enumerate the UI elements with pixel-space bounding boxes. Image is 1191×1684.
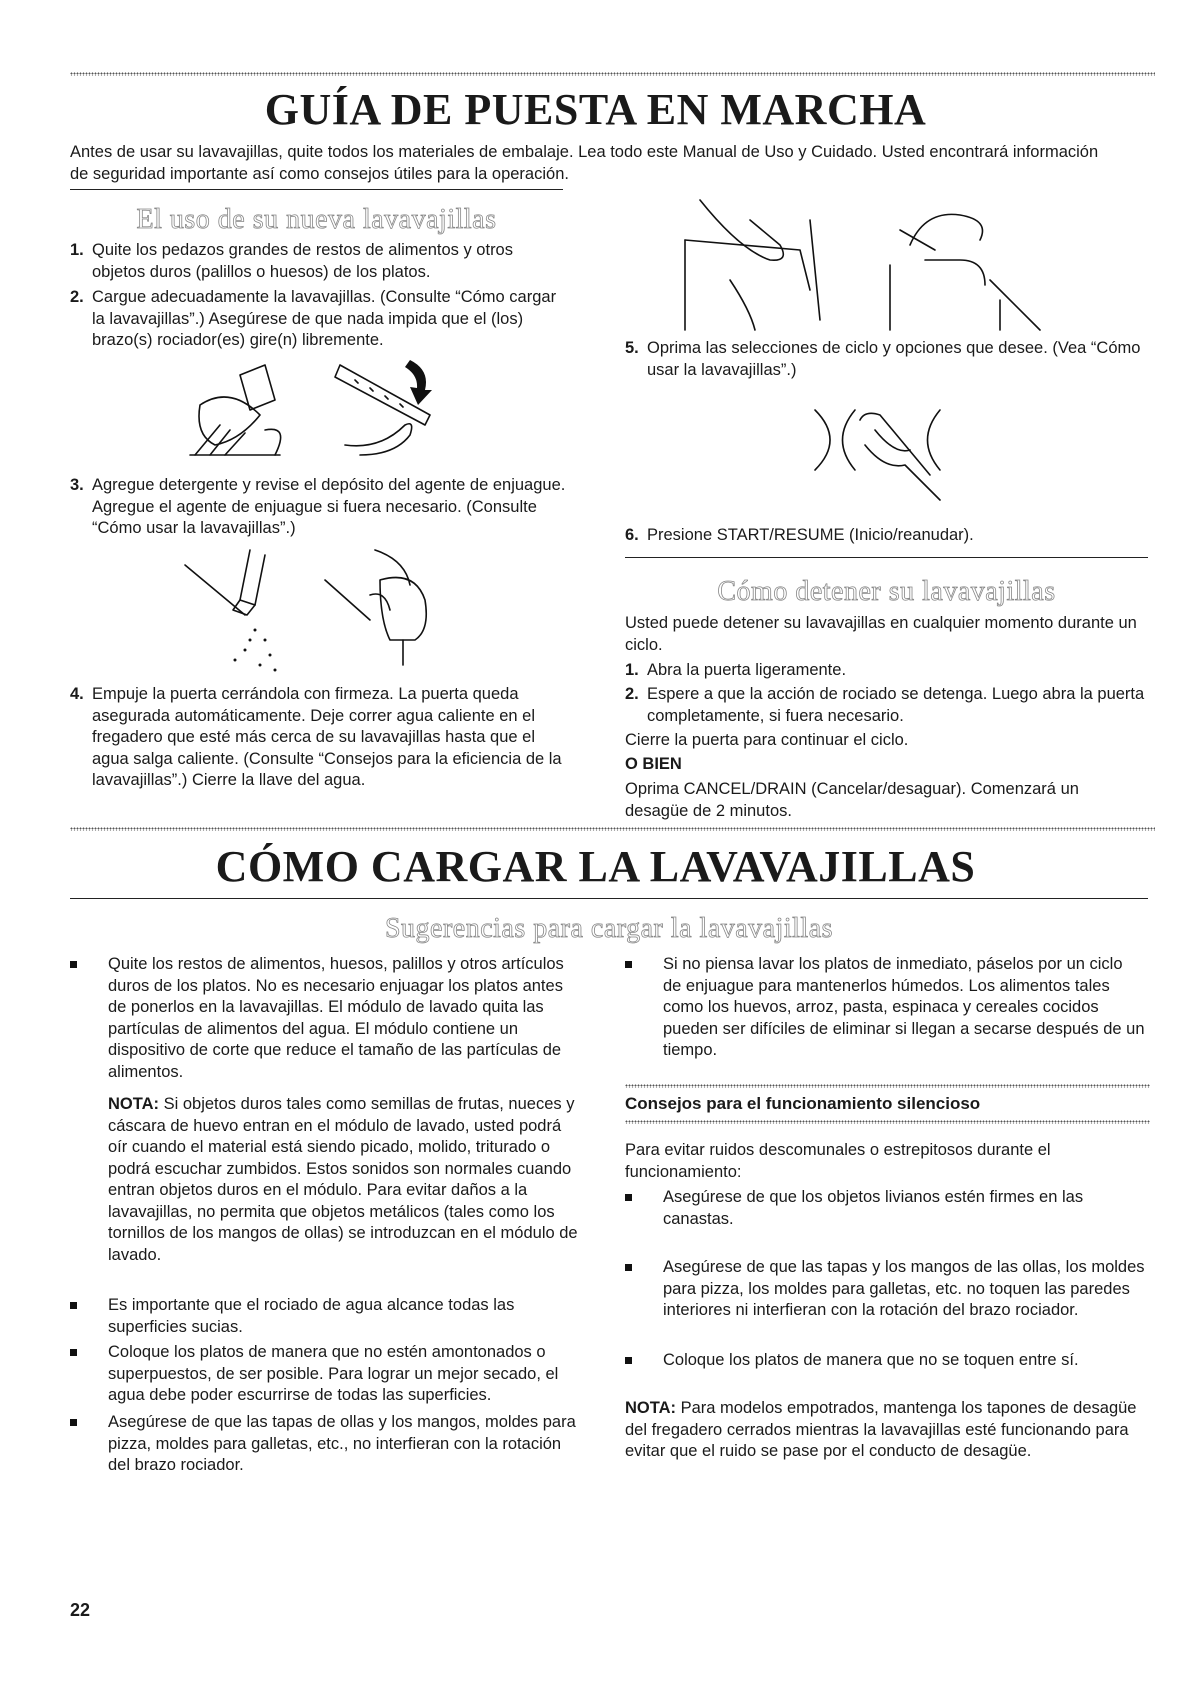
- quiet-bottom-dotted-rule: [625, 1120, 1150, 1124]
- note-built-in: [625, 1398, 1145, 1463]
- step-text: Quite los pedazos grandes de restos de alimentos y otros objetos duros (palillos o huesos) de los platos.: [92, 241, 513, 281]
- bullet-no-stacking: [70, 1342, 580, 1407]
- step-text: Abra la puerta ligeramente.: [647, 661, 847, 679]
- subheading-use: El uso de su nueva lavavajillas: [136, 204, 497, 235]
- bullet-lids-handles: [70, 1412, 580, 1477]
- quiet-top-dotted-rule: [625, 1084, 1150, 1088]
- step-number: 4.: [70, 685, 84, 703]
- quiet-operation-heading: Consejos para el funcionamiento silencioso: [625, 1094, 981, 1113]
- stop-step-2: [625, 684, 1145, 727]
- scrape-dishes-illustration: [170, 345, 470, 470]
- step-number: 2.: [70, 288, 84, 306]
- step-5: [625, 338, 1145, 381]
- note-hard-objects: [108, 1094, 583, 1266]
- bullet-square-icon: [70, 1302, 77, 1309]
- bullet-spray-reach: [70, 1295, 580, 1338]
- step-3: [70, 475, 570, 540]
- note-text: Para modelos empotrados, mantenga los tapones de desagüe del fregadero cerrados mientras la lavavajillas esté funcionando para evitar que el ruido se pase por el conducto de desagüe.: [625, 1399, 1137, 1460]
- top-dotted-rule: [70, 72, 1155, 76]
- page-title-loading: CÓMO CARGAR LA LAVAVAJILLAS: [215, 842, 976, 891]
- detergent-illustration: [175, 540, 475, 675]
- note-text: Si objetos duros tales como semillas de frutas, nueces y cáscara de huevo entran en el módulo de lavado, usted podrá oír cuando el material está siendo picado, molido, triturado o podrá escuchar zumbidos. Estos sonidos son normales cuando entran objetos duros en el módulo. Para evitar daños a la lavavajillas, no permita que objetos metálicos (tales como los tornillos de los mangos de ollas) se introduzcan en el módulo de lavado.: [108, 1095, 578, 1264]
- bullet-pans-walls: [625, 1257, 1145, 1322]
- page-title-setup-guide: GUÍA DE PUESTA EN MARCHA: [264, 85, 927, 134]
- stop-rule: [625, 557, 1148, 558]
- step-text: Cargue adecuadamente la lavavajillas. (Consulte “Cómo cargar la lavavajillas”.) Asegúrese de que nada impida que el (los) brazo(s) rociador(es) gire(n) libremente.: [92, 288, 557, 349]
- bullet-text: Quite los restos de alimentos, huesos, palillos y otros artículos duros de los platos. No es necesario enjuagar los platos antes de ponerlos en la lavavajillas. El módulo de lavado quita las partículas de alimentos del agua. El módulo contiene un dispositivo de corte que reduce el tamaño de las partículas de alimentos.: [108, 955, 564, 1081]
- step-number: 1.: [625, 661, 639, 679]
- step-number: 5.: [625, 339, 639, 357]
- bullet-square-icon: [625, 1194, 632, 1201]
- bullet-square-icon: [70, 1349, 77, 1356]
- bullet-no-touching: [625, 1350, 1145, 1372]
- button-press-illustration: [800, 395, 980, 505]
- loading-rule: [70, 898, 1148, 899]
- bullet-square-icon: [625, 1264, 632, 1271]
- stop-close-text: Cierre la puerta para continuar el ciclo.: [625, 731, 909, 749]
- intro-rule: [70, 189, 563, 190]
- quiet-intro: Para evitar ruidos descomunales o estrepitosos durante el funcionamiento:: [625, 1141, 1051, 1181]
- step-text: Agregue detergente y revise el depósito del agente de enjuague. Agregue el agente de enjuague si fuera necesario. (Consulte “Cómo usar la lavavajillas”.): [92, 476, 566, 537]
- bullet-square-icon: [70, 961, 77, 968]
- bullet-square-icon: [625, 961, 632, 968]
- subheading-stop: Cómo detener su lavavajillas: [717, 576, 1056, 607]
- step-text: Oprima las selecciones de ciclo y opciones que desee. (Vea “Cómo usar la lavavajillas”.): [647, 339, 1141, 379]
- bullet-square-icon: [70, 1419, 77, 1426]
- step-text: Presione START/RESUME (Inicio/reanudar).: [647, 526, 974, 544]
- step-number: 2.: [625, 685, 639, 703]
- step-1: [70, 240, 570, 283]
- note-label: NOTA:: [625, 1399, 677, 1417]
- step-2: [70, 287, 570, 352]
- step-number: 3.: [70, 476, 84, 494]
- step-number: 6.: [625, 526, 639, 544]
- bullet-square-icon: [625, 1357, 632, 1364]
- bullet-text: Asegúrese de que los objetos livianos estén firmes en las canastas.: [663, 1188, 1084, 1228]
- bullet-light-items: [625, 1187, 1145, 1230]
- bullet-text: Asegúrese de que las tapas de ollas y los mangos, moldes para pizza, moldes para galletas, etc., no interfieran con la rotación del brazo rociador.: [108, 1413, 576, 1474]
- cancel-text: Oprima CANCEL/DRAIN (Cancelar/desaguar). Comenzará un desagüe de 2 minutos.: [625, 780, 1079, 820]
- stop-step-1: [625, 660, 1145, 682]
- section-dotted-rule: [70, 827, 1155, 831]
- bullet-text: Coloque los platos de manera que no estén amontonados o superpuestos, de ser posible. Para lograr un mejor secado, el agua debe poder escurrirse de todas las superficies.: [108, 1343, 559, 1404]
- step-4: [70, 684, 570, 792]
- bullet-text: Es importante que el rociado de agua alcance todas las superficies sucias.: [108, 1296, 515, 1336]
- intro-paragraph: Antes de usar su lavavajillas, quite todos los materiales de embalaje. Lea todo este Manual de Uso y Cuidado. Usted encontrará información de seguridad importante así como consejos útiles para la operación.: [70, 143, 1099, 183]
- door-and-faucet-illustration: [660, 190, 1080, 340]
- or-label: O BIEN: [625, 755, 682, 773]
- subheading-suggestions: Sugerencias para cargar la lavavajillas: [384, 913, 834, 944]
- page-number: 22: [70, 1600, 91, 1620]
- bullet-rinse-cycle: [625, 954, 1145, 1062]
- stop-intro: Usted puede detener su lavavajillas en cualquier momento durante un ciclo.: [625, 614, 1137, 654]
- step-6: [625, 525, 1145, 547]
- step-text: Empuje la puerta cerrándola con firmeza. La puerta queda asegurada automáticamente. Deje correr agua caliente en el fregadero que esté más cerca de su lavavajillas hasta que el agua salga caliente. (Consulte “Consejos para la eficiencia de la lavavajillas”.) Cierre la llave del agua.: [92, 685, 562, 789]
- note-label: NOTA:: [108, 1095, 160, 1113]
- step-number: 1.: [70, 241, 84, 259]
- bullet-text: Coloque los platos de manera que no se toquen entre sí.: [663, 1351, 1079, 1369]
- bullet-text: Asegúrese de que las tapas y los mangos de las ollas, los moldes para pizza, los moldes para galletas, etc. no toquen las paredes interiores ni interfieran con la rotación del brazo rociador.: [663, 1258, 1145, 1319]
- step-text: Espere a que la acción de rociado se detenga. Luego abra la puerta completamente, si fuera necesario.: [647, 685, 1145, 725]
- bullet-remove-food: [70, 954, 580, 1083]
- bullet-text: Si no piensa lavar los platos de inmediato, páselos por un ciclo de enjuague para mantenerlos húmedos. Los alimentos tales como los huevos, arroz, pasta, espinaca y cereales cocidos pueden ser difíciles de eliminar si llegan a secarse después de un tiempo.: [663, 955, 1145, 1059]
